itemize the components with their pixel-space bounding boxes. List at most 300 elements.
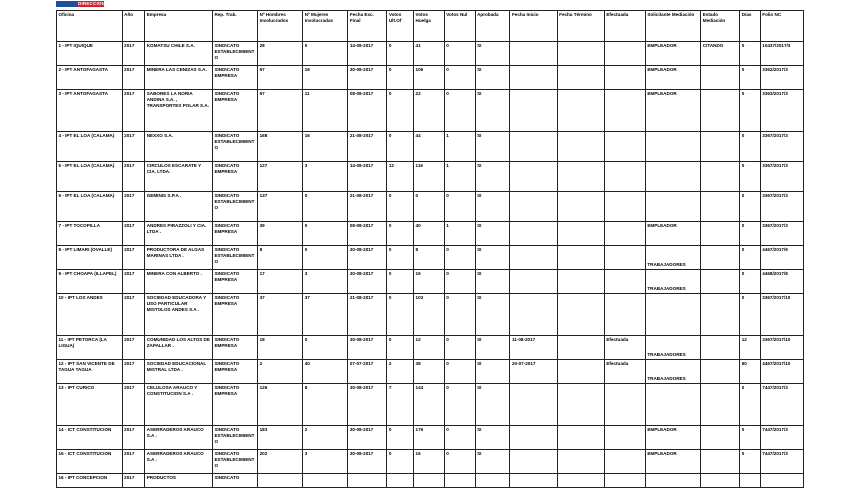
table-cell: 0 [387, 294, 414, 336]
table-cell: 0 [740, 192, 761, 222]
column-header: Efectuada [604, 11, 645, 42]
table-cell: 30-08-2017 [348, 66, 387, 90]
table-cell [557, 474, 604, 488]
table-cell: 3 [303, 162, 348, 192]
logo-label: DIRECCION [78, 1, 106, 6]
table-cell [604, 222, 645, 246]
table-cell [604, 90, 645, 132]
table-cell [510, 474, 557, 488]
table-cell [414, 474, 445, 488]
table-cell: 15 - ICT CONSTITUCION [57, 450, 123, 474]
table-cell: SI [475, 426, 510, 450]
table-cell: 30-08-2017 [348, 246, 387, 270]
table-cell [510, 222, 557, 246]
table-cell: 0 [387, 426, 414, 450]
column-header: Días [740, 11, 761, 42]
table-cell: Efectuada [604, 360, 645, 384]
table-cell [701, 270, 740, 294]
table-cell [701, 90, 740, 132]
table-cell: EMPLEADOR [645, 42, 700, 66]
table-cell [510, 384, 557, 426]
table-cell: 2017 [122, 90, 145, 132]
table-cell: 3362/2017/3 [760, 66, 803, 90]
table-cell: 13 - IPT CURICO [57, 384, 123, 426]
table-cell: 3367/2017/3 [760, 132, 803, 162]
table-cell: 21-08-2017 [348, 294, 387, 336]
table-cell: 202 [258, 450, 303, 474]
table-cell: 106 [414, 66, 445, 90]
table-cell [701, 336, 740, 360]
table-cell: SINDICATO EMPRESA [212, 294, 257, 336]
table-cell [645, 474, 700, 488]
table-cell: 0 [740, 294, 761, 336]
table-cell: 10437/2017/3 [760, 42, 803, 66]
table-cell: SI [475, 360, 510, 384]
table-cell [645, 192, 700, 222]
column-header: Nº Hombres Involucrados [258, 11, 303, 42]
table-cell [604, 66, 645, 90]
table-row [57, 450, 804, 474]
table-row [57, 132, 804, 162]
table-cell: SI [475, 450, 510, 474]
table-cell: SINDICATO ESTABLECIMIENTO [212, 132, 257, 162]
table-cell: 4 - IPT EL LOA (CALAMA) [57, 132, 123, 162]
table-cell: 4468/2017/8 [760, 270, 803, 294]
table-cell: 0 [740, 42, 761, 66]
table-cell: 0 [387, 246, 414, 270]
table-cell [604, 294, 645, 336]
table-cell [557, 42, 604, 66]
table-cell: NEXXO S.A. [145, 132, 213, 162]
table-cell: 38 [414, 360, 445, 384]
table-cell: SI [475, 192, 510, 222]
table-cell: 0 [387, 336, 414, 360]
table-cell: 16 [414, 270, 445, 294]
column-header: Fecha Término [557, 11, 604, 42]
table-cell [557, 270, 604, 294]
table-cell: SI [475, 246, 510, 270]
table-cell: 4467/2017/9 [760, 246, 803, 270]
table-cell: 0 [387, 222, 414, 246]
table-cell: 127 [258, 162, 303, 192]
column-header: Folio NC [760, 11, 803, 42]
table-cell: 2 - IPT ANTOFAGASTA [57, 66, 123, 90]
table-cell [557, 192, 604, 222]
table-cell: SI [475, 66, 510, 90]
table-cell: 0 [740, 66, 761, 90]
table-row [57, 384, 804, 426]
table-cell: 16 [303, 66, 348, 90]
table-cell: EMPLEADOR [645, 450, 700, 474]
table-row [57, 192, 804, 222]
table-cell: 40 [414, 222, 445, 246]
table-cell [510, 42, 557, 66]
table-cell: SINDICATO ESTABLECIMIENTO [212, 192, 257, 222]
table-cell: 3367/2017/10 [760, 294, 803, 336]
table-cell: 21-08-2017 [348, 132, 387, 162]
table-cell: SINDICATO EMPRESA [212, 66, 257, 90]
table-row [57, 270, 804, 294]
table-cell [740, 474, 761, 488]
table-cell: 0 [387, 42, 414, 66]
column-header: Fecha Exc. Final [348, 11, 387, 42]
table-cell: SI [475, 132, 510, 162]
table-cell: 16 - IPT CONCEPCION [57, 474, 123, 488]
table-cell: 2017 [122, 474, 145, 488]
table-cell: SI [475, 384, 510, 426]
huelgas-table [56, 10, 804, 488]
table-cell: 2017 [122, 336, 145, 360]
table-cell: SINDICATO ESTABLECIMIENTO [212, 42, 257, 66]
table-cell: 0 [740, 450, 761, 474]
table-cell [510, 450, 557, 474]
table-cell [557, 294, 604, 336]
table-cell: TRABAJADORES [645, 336, 700, 360]
column-header: Votos Huelga [414, 11, 445, 42]
table-cell: 14 - ICT CONSTITUCION [57, 426, 123, 450]
table-cell [701, 246, 740, 270]
table-cell: 40 [303, 360, 348, 384]
table-cell: 67 [258, 90, 303, 132]
table-cell: 1 [444, 162, 475, 192]
table-cell: 12 [414, 336, 445, 360]
table-cell: EMPLEADOR [645, 90, 700, 132]
table-row [57, 294, 804, 336]
table-cell: 2017 [122, 42, 145, 66]
table-cell [701, 162, 740, 192]
table-cell [604, 162, 645, 192]
table-cell [645, 132, 700, 162]
table-cell [510, 426, 557, 450]
table-cell: 2017 [122, 450, 145, 474]
table-cell: 18 [258, 336, 303, 360]
column-header: Rep. Trab. [212, 11, 257, 42]
table-cell: 3367/2017/3 [760, 162, 803, 192]
header-row [57, 11, 804, 42]
table-cell [645, 384, 700, 426]
table-cell: 5 - IPT EL LOA (CALAMA) [57, 162, 123, 192]
table-row [57, 90, 804, 132]
table-cell: 30-08-2017 [348, 270, 387, 294]
table-cell: 0 [303, 192, 348, 222]
table-cell: 11-08-2017 [510, 336, 557, 360]
table-cell: 0 [740, 270, 761, 294]
table-cell [557, 222, 604, 246]
table-cell: 2 [303, 426, 348, 450]
column-header: Fecha Inicio [510, 11, 557, 42]
table-cell: 2 [258, 360, 303, 384]
table-cell: 0 [444, 360, 475, 384]
table-cell: 168 [258, 132, 303, 162]
table-cell [604, 426, 645, 450]
table-row [57, 360, 804, 384]
table-cell: EMPLEADOR [645, 426, 700, 450]
table-cell: 8 - IPT LIMARI (OVALLE) [57, 246, 123, 270]
table-cell: SINDICATO EMPRESA [212, 336, 257, 360]
table-cell: CELULOSA ARAUCO Y CONSTITUCION S.A . [145, 384, 213, 426]
table-cell: 0 [740, 222, 761, 246]
table-cell: SI [475, 336, 510, 360]
table-cell: 0 [444, 246, 475, 270]
table-cell: 16 [303, 132, 348, 162]
table-cell [604, 474, 645, 488]
table-cell: SOCIEDAD EDUCACIONAL MISTRAL LTDA . [145, 360, 213, 384]
table-cell: 0 [414, 192, 445, 222]
table-cell [645, 294, 700, 336]
table-cell [475, 474, 510, 488]
table-cell: GEMINIS S.P.A . [145, 192, 213, 222]
table-cell: 44 [414, 132, 445, 162]
table-cell: 12 - IPT SAN VICENTE DE TAGUA TAGUA [57, 360, 123, 384]
table-cell: ASERRADEROS ARAUCO S.A . [145, 426, 213, 450]
table-cell [701, 450, 740, 474]
table-cell [701, 294, 740, 336]
table-cell: 8 [414, 246, 445, 270]
table-cell: 0 [740, 162, 761, 192]
table-cell: CIRCULOS ESCARATE Y CIA. LTDA. [145, 162, 213, 192]
table-cell: 30-08-2017 [348, 426, 387, 450]
table-cell [557, 336, 604, 360]
table-cell: 0 [444, 450, 475, 474]
table-row [57, 336, 804, 360]
table-cell: SINDICATO ESTABLECIMIENTO [212, 246, 257, 270]
table-cell: 144 [414, 384, 445, 426]
table-cell: SI [475, 222, 510, 246]
table-cell: 0 [387, 66, 414, 90]
table-cell: 0 [387, 192, 414, 222]
table-cell: 2017 [122, 162, 145, 192]
table-cell: SINDICATO EMPRESA [212, 162, 257, 192]
table-cell: 2017 [122, 132, 145, 162]
table-cell: 2017 [122, 192, 145, 222]
table-cell: 1 [444, 132, 475, 162]
table-cell: 2017 [122, 384, 145, 426]
table-cell [701, 360, 740, 384]
table-cell [557, 90, 604, 132]
table-cell: 176 [414, 426, 445, 450]
table-cell [510, 192, 557, 222]
table-cell: SINDICATO [212, 474, 257, 488]
table-cell: 37 [303, 294, 348, 336]
table-cell [760, 474, 803, 488]
table-cell: 0 [303, 336, 348, 360]
table-cell: 0 [303, 246, 348, 270]
table-cell [701, 222, 740, 246]
table-cell [510, 294, 557, 336]
table-cell: 14-08-2017 [348, 162, 387, 192]
table-cell: 11 - IPT PETORCA (LA LIGUA) [57, 336, 123, 360]
table-cell: SINDICATO ESTABLECIMIENTO [212, 450, 257, 474]
table-cell: 0 [740, 132, 761, 162]
table-cell [701, 426, 740, 450]
table-cell [557, 360, 604, 384]
column-header: Estado Mediación [701, 11, 740, 42]
column-header: Nº Mujeres Involucradas [303, 11, 348, 42]
table-cell [604, 384, 645, 426]
table-cell: 0 [444, 66, 475, 90]
table-cell: 116 [414, 162, 445, 192]
table-cell: PRODUCTOS [145, 474, 213, 488]
table-cell: 0 [387, 90, 414, 132]
table-cell [701, 384, 740, 426]
table-cell: 2017 [122, 246, 145, 270]
table-cell: CITANDO [701, 42, 740, 66]
table-cell: 2017 [122, 294, 145, 336]
table-cell: SI [475, 270, 510, 294]
table-cell: 41 [414, 42, 445, 66]
table-cell: COMUNIDAD LOS ALTOS DE ZAPALLAR . [145, 336, 213, 360]
table-cell [557, 426, 604, 450]
table-cell [557, 450, 604, 474]
table-cell [303, 474, 348, 488]
table-cell: 2017 [122, 426, 145, 450]
table-cell: 67 [258, 66, 303, 90]
table-cell: 30-08-2017 [348, 384, 387, 426]
table-cell: SINDICATO EMPRESA [212, 360, 257, 384]
table-cell: SI [475, 42, 510, 66]
table-cell [645, 162, 700, 192]
table-cell: 3 [303, 270, 348, 294]
table-cell: 16 [414, 450, 445, 474]
table-cell [510, 270, 557, 294]
table-cell: 9 - IPT CHOAPA (ILLAPEL) [57, 270, 123, 294]
table-cell [557, 384, 604, 426]
table-cell: 0 [444, 42, 475, 66]
table-cell [701, 66, 740, 90]
table-cell [510, 246, 557, 270]
table-cell: 1 - IPT IQUIQUE [57, 42, 123, 66]
table-cell: 22 [414, 90, 445, 132]
table-cell [604, 192, 645, 222]
table-row [57, 474, 804, 488]
table-cell: 7447/2017/3 [760, 426, 803, 450]
direccion-logo [56, 0, 104, 8]
table-cell [701, 132, 740, 162]
table-cell: TRABAJADORES [645, 270, 700, 294]
table-row [57, 42, 804, 66]
table-cell: 37 [258, 294, 303, 336]
table-cell: 21-08-2017 [348, 192, 387, 222]
table-cell [604, 42, 645, 66]
table-cell: 08-08-2017 [348, 222, 387, 246]
table-cell: TRABAJADORES [645, 246, 700, 270]
table-cell [258, 474, 303, 488]
table-cell: SINDICATO EMPRESA [212, 222, 257, 246]
table-cell: SINDICATO EMPRESA [212, 384, 257, 426]
column-header: Oficina [57, 11, 123, 42]
table-cell: SABORES LA NORIA ANDINA S.A. , TRANSPORTES POLAR S.A. [145, 90, 213, 132]
table-cell: 28 [258, 42, 303, 66]
table-cell [604, 270, 645, 294]
table-cell: 12 [387, 162, 414, 192]
table-cell: 2017 [122, 360, 145, 384]
table-cell [557, 66, 604, 90]
column-header: Empresa [145, 11, 213, 42]
table-cell [701, 192, 740, 222]
table-cell: 0 [303, 222, 348, 246]
table-cell: 3 - IPT ANTOFAGASTA [57, 90, 123, 132]
table-cell: 3367/2017/3 [760, 222, 803, 246]
table-cell: 11 [303, 90, 348, 132]
table-cell: 0 [444, 426, 475, 450]
table-cell: 14-08-2017 [348, 42, 387, 66]
table-cell: 126 [258, 384, 303, 426]
table-cell: 7447/2017/3 [760, 450, 803, 474]
table-cell [557, 132, 604, 162]
table-cell: 103 [414, 294, 445, 336]
table-cell: MINERA CON ALBERTO . [145, 270, 213, 294]
column-header: Solicitante Mediación [645, 11, 700, 42]
table-cell: 20-07-2017 [510, 360, 557, 384]
table-cell: 7 [387, 384, 414, 426]
table-cell: 3363/2017/3 [760, 90, 803, 132]
table-cell: SINDICATO ESTABLECIMIENTO [212, 426, 257, 450]
table-cell: 0 [387, 132, 414, 162]
table-cell: 7447/2017/3 [760, 384, 803, 426]
table-cell: 12 [740, 336, 761, 360]
table-cell: 60 [740, 360, 761, 384]
table-cell: 8 [303, 384, 348, 426]
table-cell: 0 [740, 426, 761, 450]
table-cell [604, 450, 645, 474]
table-row [57, 66, 804, 90]
table-cell: 4467/2017/10 [760, 360, 803, 384]
table-cell [557, 246, 604, 270]
table-cell: SINDICATO EMPRESA [212, 90, 257, 132]
table-cell: 0 [740, 246, 761, 270]
table-cell: 137 [258, 192, 303, 222]
table-cell [510, 162, 557, 192]
table-cell: 0 [740, 384, 761, 426]
table-cell: EMPLEADOR [645, 66, 700, 90]
table-cell: 10 - IPT LOS ANDES [57, 294, 123, 336]
table-cell: 07-07-2017 [348, 360, 387, 384]
table-cell [510, 132, 557, 162]
table-cell: SINDICATO EMPRESA [212, 270, 257, 294]
table-cell: 3 [303, 450, 348, 474]
table-cell [557, 162, 604, 192]
table-cell: 0 [740, 90, 761, 132]
table-cell: 6 - IPT EL LOA (CALAMA) [57, 192, 123, 222]
table-cell [444, 474, 475, 488]
table-row [57, 162, 804, 192]
table-cell: 0 [444, 90, 475, 132]
table-row [57, 222, 804, 246]
table-cell: 8 [258, 246, 303, 270]
table-cell: 3367/2017/3 [760, 192, 803, 222]
table-cell: SI [475, 162, 510, 192]
table-cell: ASERRADEROS ARAUCO S.A . [145, 450, 213, 474]
table-cell [510, 90, 557, 132]
column-header: Año [122, 11, 145, 42]
table-cell: 0 [444, 270, 475, 294]
column-header: Votos Nul [444, 11, 475, 42]
table-cell: EMPLEADOR [645, 222, 700, 246]
table-cell: 30-08-2017 [348, 450, 387, 474]
table-cell: SI [475, 294, 510, 336]
table-cell [604, 132, 645, 162]
column-header: Votos Ult.Of [387, 11, 414, 42]
table-cell: 17 [258, 270, 303, 294]
table-cell: 2017 [122, 270, 145, 294]
table-cell: 7 - IPT TOCOPILLA [57, 222, 123, 246]
table-cell: KOMATSU CHILE S.A. [145, 42, 213, 66]
table-cell: 0 [444, 294, 475, 336]
table-cell: 39 [258, 222, 303, 246]
table-cell: ANDRES PIRAZZOLI Y CIA. LTDA . [145, 222, 213, 246]
table-cell: 0 [444, 192, 475, 222]
table-cell [604, 246, 645, 270]
